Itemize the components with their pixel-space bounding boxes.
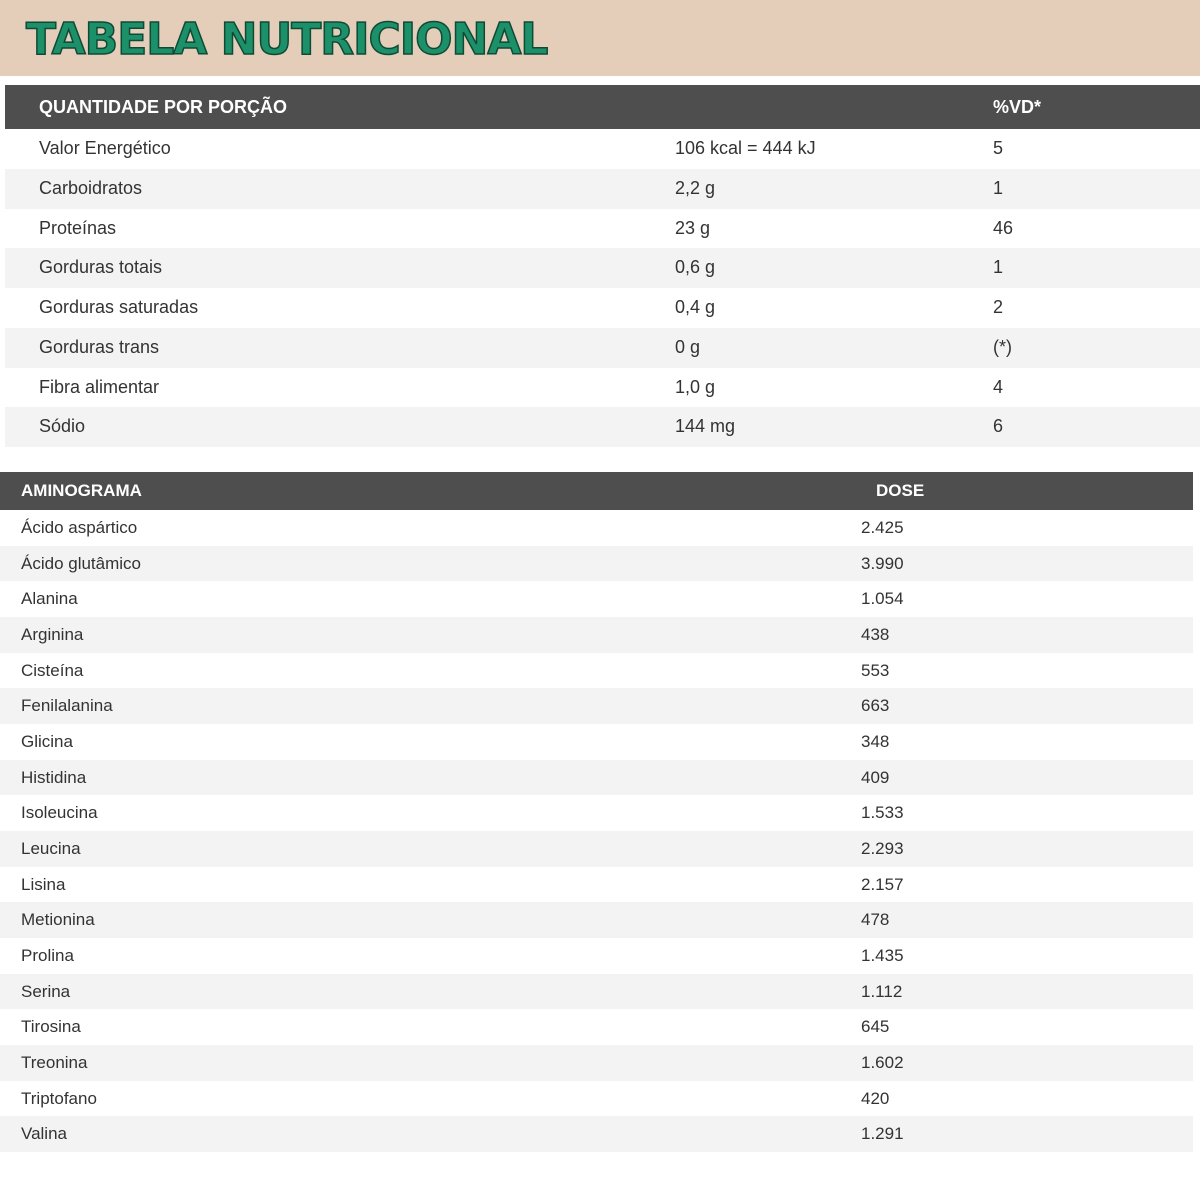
amino-dose: 3.990 (861, 553, 904, 573)
amino-dose: 2.157 (861, 874, 904, 894)
aminogram-table-header (0, 472, 1193, 510)
amino-row (0, 974, 1193, 1010)
amino-name: Triptofano (21, 1088, 97, 1108)
amino-dose: 438 (861, 624, 890, 644)
amino-dose: 645 (861, 1017, 890, 1037)
amino-row (0, 1081, 1193, 1117)
amino-name: Valina (21, 1124, 67, 1144)
amino-dose: 2.293 (861, 838, 904, 858)
amino-name: Prolina (21, 945, 74, 965)
title-banner (0, 0, 1200, 76)
nutrient-amount: 0,4 g (675, 297, 716, 317)
amino-row (0, 510, 1193, 546)
nutrient-name: Proteínas (39, 217, 117, 238)
amino-dose: 2.425 (861, 518, 904, 537)
nutrient-amount: 106 kcal = 444 kJ (675, 138, 816, 158)
amino-dose: 1.054 (861, 589, 904, 609)
amino-row (0, 653, 1193, 689)
nutrient-vd: 5 (993, 138, 1004, 158)
nutrition-table-header (5, 85, 1200, 129)
nutrient-vd: 1 (993, 177, 1004, 198)
amino-dose: 553 (861, 660, 890, 680)
amino-dose: 663 (861, 696, 890, 716)
header-dose: DOSE (876, 481, 925, 500)
amino-name: Cisteína (21, 660, 84, 680)
amino-name: Metionina (21, 910, 95, 930)
nutrient-amount: 23 g (675, 217, 711, 238)
nutrition-row (5, 209, 1200, 249)
amino-row (0, 1045, 1193, 1081)
amino-row (0, 546, 1193, 582)
nutrient-amount: 1,0 g (675, 376, 716, 397)
amino-row (0, 902, 1193, 938)
nutrition-row (5, 129, 1200, 169)
nutrition-row (5, 248, 1200, 288)
nutrient-vd: 1 (993, 257, 1004, 278)
amino-row (0, 1116, 1193, 1152)
amino-row (0, 581, 1193, 617)
header-vd: %VD* (993, 97, 1042, 117)
header-aminogram: AMINOGRAMA (21, 481, 142, 500)
nutrient-amount: 2,2 g (675, 177, 716, 198)
amino-name: Leucina (21, 838, 81, 858)
amino-name: Glicina (21, 731, 73, 751)
nutrient-name: Fibra alimentar (39, 376, 160, 397)
amino-row (0, 795, 1193, 831)
amino-row (0, 938, 1193, 974)
amino-name: Histidina (21, 767, 87, 787)
amino-dose: 1.291 (861, 1124, 904, 1144)
amino-name: Arginina (21, 624, 84, 644)
amino-name: Alanina (21, 589, 78, 609)
amino-name: Serina (21, 981, 71, 1001)
nutrient-vd: 4 (993, 376, 1004, 397)
amino-name: Tirosina (21, 1017, 81, 1037)
nutrition-row (5, 407, 1200, 447)
nutrient-vd: 6 (993, 416, 1004, 437)
amino-row (0, 760, 1193, 796)
amino-dose: 409 (861, 767, 890, 787)
amino-dose: 478 (861, 910, 890, 930)
nutrient-name: Gorduras totais (39, 257, 163, 278)
nutrient-amount: 0 g (675, 336, 701, 357)
nutrient-name: Sódio (39, 416, 86, 437)
amino-name: Lisina (21, 874, 66, 894)
header-quantity: QUANTIDADE POR PORÇÃO (39, 97, 288, 117)
nutrient-name: Carboidratos (39, 177, 143, 198)
nutrition-row (5, 368, 1200, 408)
amino-dose: 1.602 (861, 1052, 904, 1072)
amino-dose: 420 (861, 1088, 890, 1108)
amino-name: Isoleucina (21, 803, 98, 823)
amino-row (0, 617, 1193, 653)
amino-name: Ácido aspártico (21, 518, 138, 537)
nutrient-name: Gorduras trans (39, 336, 160, 357)
nutrition-table (5, 85, 1200, 447)
amino-dose: 1.533 (861, 803, 904, 823)
amino-name: Fenilalanina (21, 696, 113, 716)
nutrient-amount: 0,6 g (675, 257, 716, 278)
nutrient-amount: 144 mg (675, 416, 736, 437)
page-title: TABELA NUTRICIONAL (26, 14, 548, 65)
nutrient-name: Gorduras saturadas (39, 297, 199, 317)
amino-row (0, 867, 1193, 903)
amino-dose: 1.112 (861, 981, 903, 1001)
nutrient-name: Valor Energético (39, 138, 171, 158)
aminogram-table (0, 472, 1193, 1152)
amino-dose: 1.435 (861, 945, 904, 965)
amino-name: Treonina (21, 1052, 88, 1072)
amino-row (0, 1009, 1193, 1045)
amino-dose: 348 (861, 731, 890, 751)
amino-row (0, 688, 1193, 724)
nutrition-row (5, 169, 1200, 209)
nutrient-vd: (*) (993, 336, 1012, 357)
nutrition-row (5, 328, 1200, 368)
amino-row (0, 831, 1193, 867)
nutrient-vd: 2 (993, 297, 1004, 317)
nutrition-row (5, 288, 1200, 328)
nutrient-vd: 46 (993, 217, 1014, 238)
amino-name: Ácido glutâmico (21, 553, 142, 573)
amino-row (0, 724, 1193, 760)
